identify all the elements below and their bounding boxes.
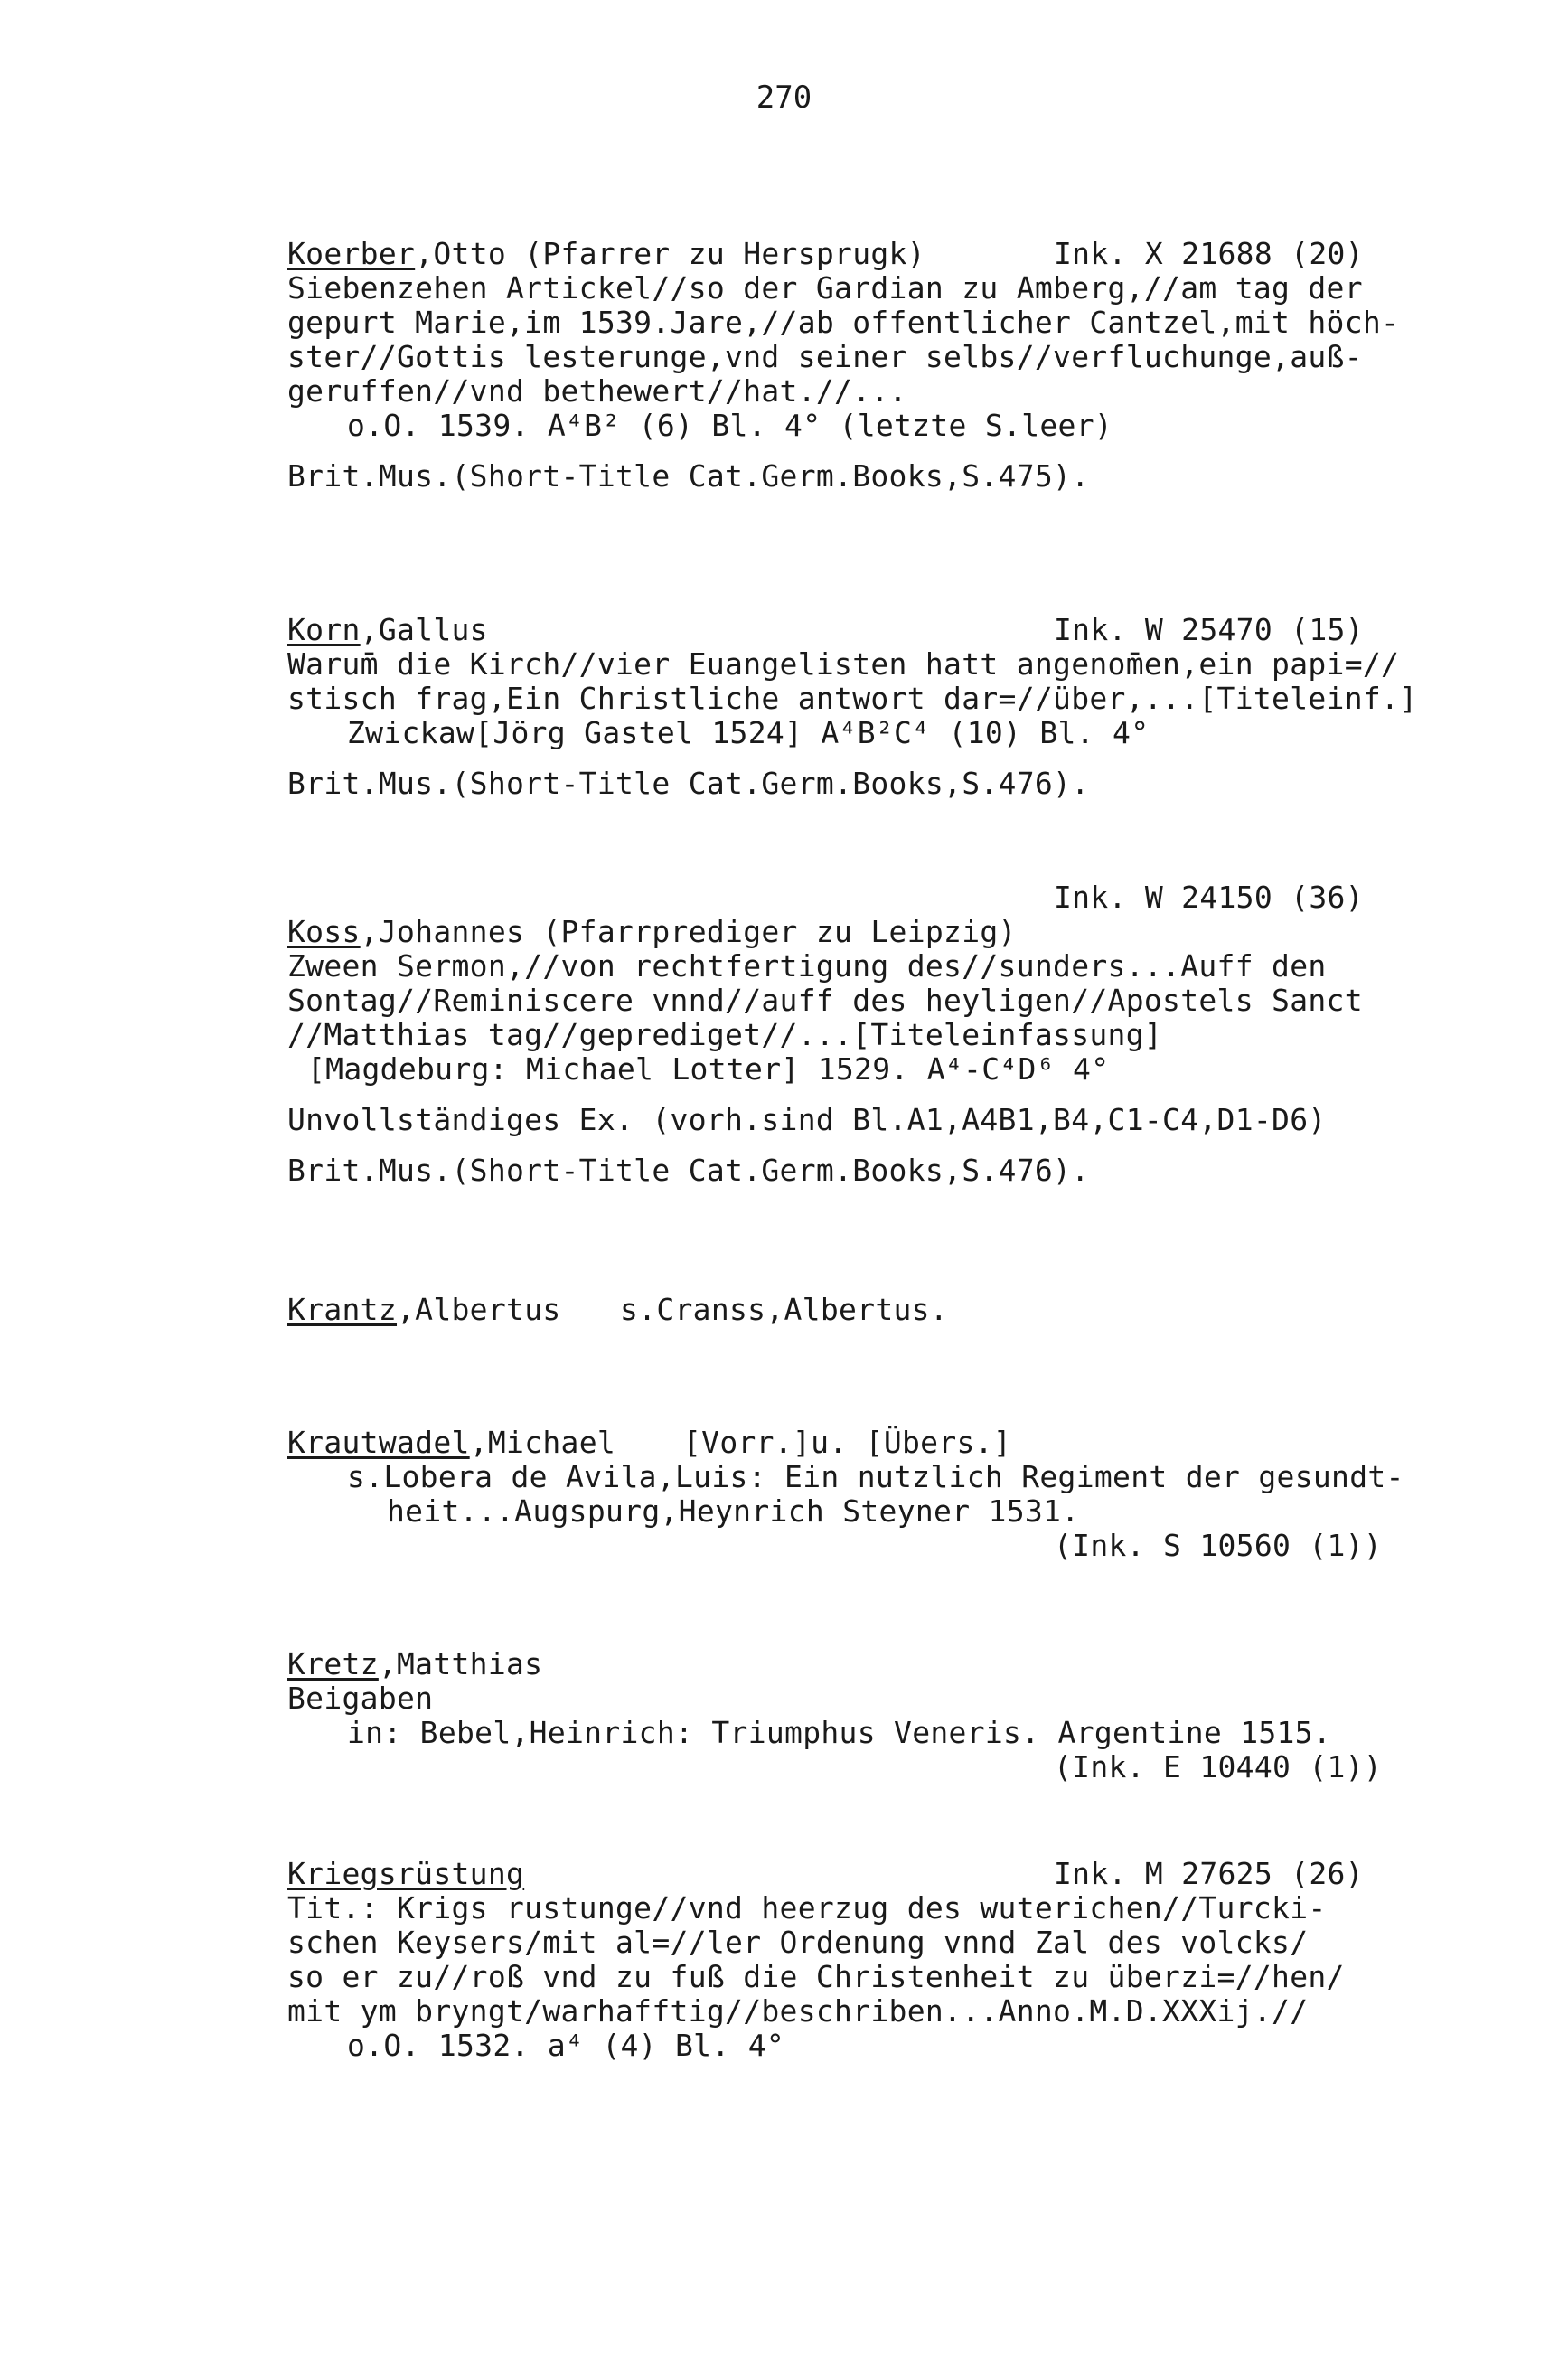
title-line: Tit.: Krigs rustunge//vnd heerzug des wuterichen//Turcki- [287, 1890, 1327, 1926]
title-line: Sontag//Reminiscere vnnd//auff des heyligen//Apostels Sanct [287, 983, 1363, 1018]
label-line: Beigaben [287, 1681, 434, 1716]
title-line: so er zu//roß vnd zu fuß die Christenheit zu überzi=//hen/ [287, 1959, 1345, 1994]
author-name: Koss [287, 914, 361, 949]
author-details: ,Albertus [397, 1292, 561, 1327]
shelf-signature: Ink. W 25470 (15) [1054, 612, 1364, 647]
page-number: 270 [756, 80, 812, 116]
shelf-signature: (Ink. E 10440 (1)) [1054, 1749, 1383, 1785]
title-line: ster//Gottis lesterunge,vnd seiner selbs//verfluchunge,auß- [287, 339, 1363, 374]
imprint-line: o.O. 1532. a⁴ (4) Bl. 4° [347, 2028, 785, 2063]
shelf-signature: Ink. M 27625 (26) [1054, 1856, 1364, 1891]
entry-heading [287, 915, 1480, 949]
shelf-signature: (Ink. S 10560 (1)) [1054, 1528, 1383, 1563]
shelf-signature-line [287, 1529, 1480, 1563]
title-line: //Matthias tag//geprediget//...[Titeleinfassung] [287, 1017, 1163, 1052]
shelf-signature-line [287, 1750, 1480, 1785]
entry-krantz [287, 1293, 1480, 1327]
author-details: ,Otto (Pfarrer zu Hersprugk) [415, 236, 925, 271]
entry-kretz [287, 1647, 1480, 1785]
shelf-signature: Ink. X 21688 (20) [1054, 236, 1364, 271]
entry-koerber [287, 237, 1480, 494]
title-line: Warum̄ die Kirch//vier Euangelisten hatt angenom̄en,ein papi=// [287, 646, 1400, 682]
cross-reference: s.Cranss,Albertus. [620, 1292, 949, 1327]
author-details: ,Johannes (Pfarrprediger zu Leipzig) [360, 914, 1017, 949]
entry-korn [287, 613, 1480, 801]
author-details: ,Matthias [378, 1646, 543, 1681]
entry-heading [287, 1647, 1480, 1681]
entry-koss [287, 881, 1480, 1188]
entry-krautwadel [287, 1426, 1480, 1563]
title-line: heit...Augspurg,Heynrich Steyner 1531. [387, 1493, 1080, 1529]
role-note: [Vorr.]u. [Übers.] [683, 1425, 1012, 1460]
imprint-line: o.O. 1539. A⁴B² (6) Bl. 4° (letzte S.leer) [347, 408, 1113, 443]
author-name: Kretz [287, 1646, 379, 1681]
title-line: stisch frag,Ein Christliche antwort dar=//über,...[Titeleinf.] [287, 681, 1418, 716]
entry-heading [287, 1426, 1480, 1460]
note-line: Unvollständiges Ex. (vorh.sind Bl.A1,A4B1,B4,C1-C4,D1-D6) [287, 1102, 1327, 1137]
author-name: Kriegsrüstung [287, 1856, 525, 1891]
source-line: Brit.Mus.(Short-Title Cat.Germ.Books,S.475). [287, 458, 1090, 494]
title-line: mit ym bryngt/warhafftig//beschriben...Anno.M.D.XXXij.// [287, 1993, 1309, 2029]
imprint-line: Zwickaw[Jörg Gastel 1524] A⁴B²C⁴ (10) Bl. 4° [347, 715, 1150, 750]
author-name: Krautwadel [287, 1425, 470, 1460]
source-line: Brit.Mus.(Short-Title Cat.Germ.Books,S.476). [287, 1153, 1090, 1188]
shelf-signature: Ink. W 24150 (36) [1054, 880, 1364, 915]
author-details: ,Michael [469, 1425, 616, 1460]
entry-heading [287, 613, 1480, 647]
title-line: gepurt Marie,im 1539.Jare,//ab offentlicher Cantzel,mit höch- [287, 305, 1400, 340]
title-line: Siebenzehen Artickel//so der Gardian zu Amberg,//am tag der [287, 270, 1363, 306]
shelf-signature-line [287, 881, 1480, 915]
entry-heading [287, 1857, 1480, 1891]
author-details: ,Gallus [360, 612, 488, 647]
title-line: Zween Sermon,//von rechtfertigung des//sunders...Auff den [287, 948, 1327, 984]
title-line: geruffen//vnd bethewert//hat.//... [287, 373, 907, 409]
author-name: Krantz [287, 1292, 398, 1327]
title-line: schen Keysers/mit al=//ler Ordenung vnnd Zal des volcks/ [287, 1925, 1309, 1960]
imprint-line: [Magdeburg: Michael Lotter] 1529. A⁴-C⁴D⁶ 4° [307, 1051, 1110, 1087]
author-name: Korn [287, 612, 361, 647]
source-line: Brit.Mus.(Short-Title Cat.Germ.Books,S.476). [287, 766, 1090, 801]
author-name: Koerber [287, 236, 416, 271]
entry-heading [287, 1293, 1480, 1327]
title-line: s.Lobera de Avila,Luis: Ein nutzlich Regiment der gesundt- [347, 1459, 1404, 1494]
title-line: in: Bebel,Heinrich: Triumphus Veneris. Argentine 1515. [347, 1715, 1332, 1750]
entry-kriegsruestung [287, 1857, 1480, 2063]
entry-heading [287, 237, 1480, 271]
